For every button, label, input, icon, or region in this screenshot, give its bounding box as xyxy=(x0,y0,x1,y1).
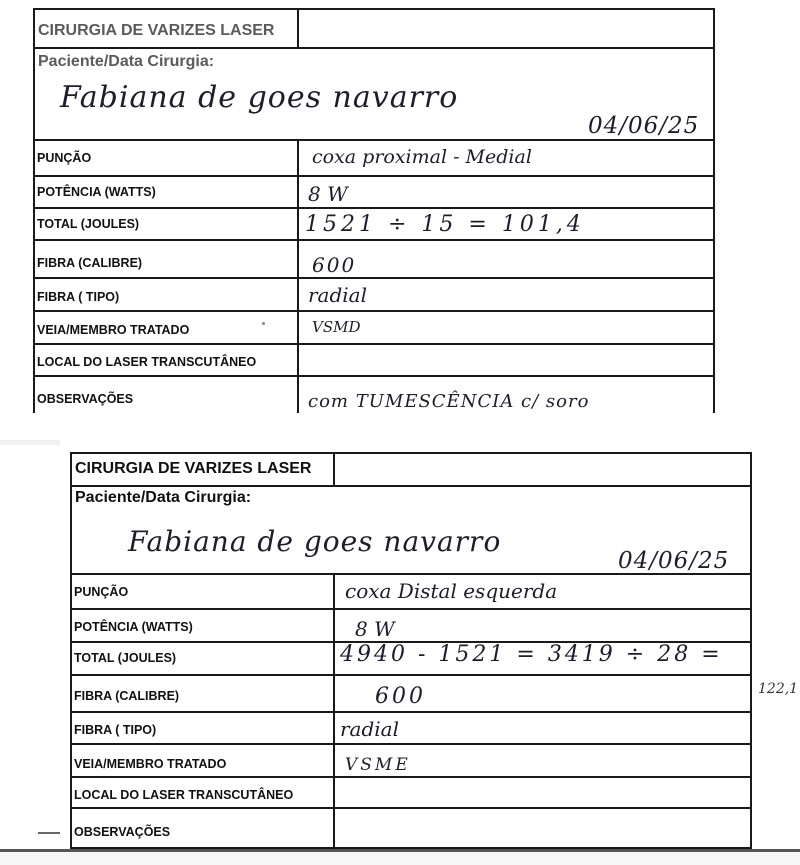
form-a-label-veia-membro: VEIA/MEMBRO TRATADO xyxy=(37,323,190,337)
form-b-rule xyxy=(70,711,752,713)
form-b-rule xyxy=(70,608,752,610)
form-a-surgery-date: 04/06/25 xyxy=(588,113,700,139)
form-b-label-observacoes: OBSERVAÇÕES xyxy=(74,825,171,839)
form-a-patient-date-label: Paciente/Data Cirurgia: xyxy=(38,53,215,70)
form-a-rule xyxy=(33,375,715,377)
form-b-margin-note: 122,1 xyxy=(758,681,799,697)
form-a-title-divider xyxy=(297,8,299,48)
form-b-label-local-laser: LOCAL DO LASER TRANSCUTÂNEO xyxy=(74,788,294,802)
form-sheet-bottom xyxy=(0,445,800,865)
form-b-left-border xyxy=(70,452,72,848)
form-b-value-potencia: 8 W xyxy=(355,617,395,641)
form-b-title: CIRURGIA DE VARIZES LASER xyxy=(75,460,312,477)
form-b-rule xyxy=(70,485,752,487)
form-b-value-puncao: coxa Distal esquerda xyxy=(345,579,558,603)
form-a-label-total: TOTAL (JOULES) xyxy=(37,217,140,231)
scan-mark xyxy=(38,832,60,834)
scan-speck xyxy=(262,322,265,325)
form-b-right-border xyxy=(750,452,752,848)
form-b-label-total: TOTAL (JOULES) xyxy=(74,651,177,665)
form-a-title: CIRURGIA DE VARIZES LASER xyxy=(38,22,275,39)
form-a-value-observacoes: com TUMESCÊNCIA c/ soro xyxy=(308,391,590,412)
form-a-rule xyxy=(33,343,715,345)
form-b-value-fibra-tipo: radial xyxy=(340,717,400,741)
form-b-label-puncao: PUNÇÃO xyxy=(74,585,129,599)
form-a-column-divider xyxy=(297,139,299,413)
form-b-value-fibra-calibre: 600 xyxy=(375,684,426,709)
form-b-rule xyxy=(70,743,752,745)
form-a-rule xyxy=(33,310,715,312)
form-b-title-divider xyxy=(333,452,335,486)
form-a-right-border xyxy=(713,8,715,413)
form-a-patient-name: Fabiana de goes navarro xyxy=(60,80,459,115)
form-b-label-fibra-tipo: FIBRA ( TIPO) xyxy=(74,723,157,737)
form-a-label-local-laser: LOCAL DO LASER TRANSCUTÂNEO xyxy=(37,355,257,369)
form-a-rule xyxy=(33,239,715,241)
form-b-value-total: 4940 - 1521 = 3419 ÷ 28 = xyxy=(340,642,723,667)
form-a-rule xyxy=(33,277,715,279)
form-a-label-potencia: POTÊNCIA (WATTS) xyxy=(37,185,156,199)
form-a-label-observacoes: OBSERVAÇÕES xyxy=(37,392,134,406)
form-b-patient-name: Fabiana de goes navarro xyxy=(128,525,502,558)
form-b-value-veia-membro: VSME xyxy=(345,755,411,775)
form-a-left-border xyxy=(33,8,35,413)
form-b-label-fibra-calibre: FIBRA (CALIBRE) xyxy=(74,689,180,703)
form-a-label-fibra-tipo: FIBRA ( TIPO) xyxy=(37,290,120,304)
form-b-rule xyxy=(70,807,752,809)
form-b-rule xyxy=(70,674,752,676)
form-a-value-fibra-calibre: 600 xyxy=(312,253,357,277)
form-a-rule xyxy=(33,175,715,177)
form-a-value-potencia: 8 W xyxy=(308,182,348,206)
form-a-label-fibra-calibre: FIBRA (CALIBRE) xyxy=(37,256,143,270)
form-a-rule xyxy=(33,139,715,141)
form-a-label-puncao: PUNÇÃO xyxy=(37,151,92,165)
form-a-value-puncao: coxa proximal - Medial xyxy=(312,146,532,168)
form-b-rule xyxy=(70,452,752,454)
form-b-label-potencia: POTÊNCIA (WATTS) xyxy=(74,620,193,634)
form-a-rule xyxy=(33,8,715,10)
form-a-value-total: 1521 ÷ 15 = 101,4 xyxy=(305,212,585,237)
form-a-value-veia-membro: VSMD xyxy=(312,318,361,336)
form-b-surgery-date: 04/06/25 xyxy=(618,548,730,574)
form-b-patient-date-label: Paciente/Data Cirurgia: xyxy=(75,489,252,506)
form-b-label-veia-membro: VEIA/MEMBRO TRATADO xyxy=(74,757,227,771)
form-a-rule xyxy=(33,207,715,209)
form-b-rule xyxy=(70,776,752,778)
form-a-rule xyxy=(33,47,715,49)
form-a-value-fibra-tipo: radial xyxy=(308,283,368,307)
scan-edge xyxy=(0,852,800,865)
